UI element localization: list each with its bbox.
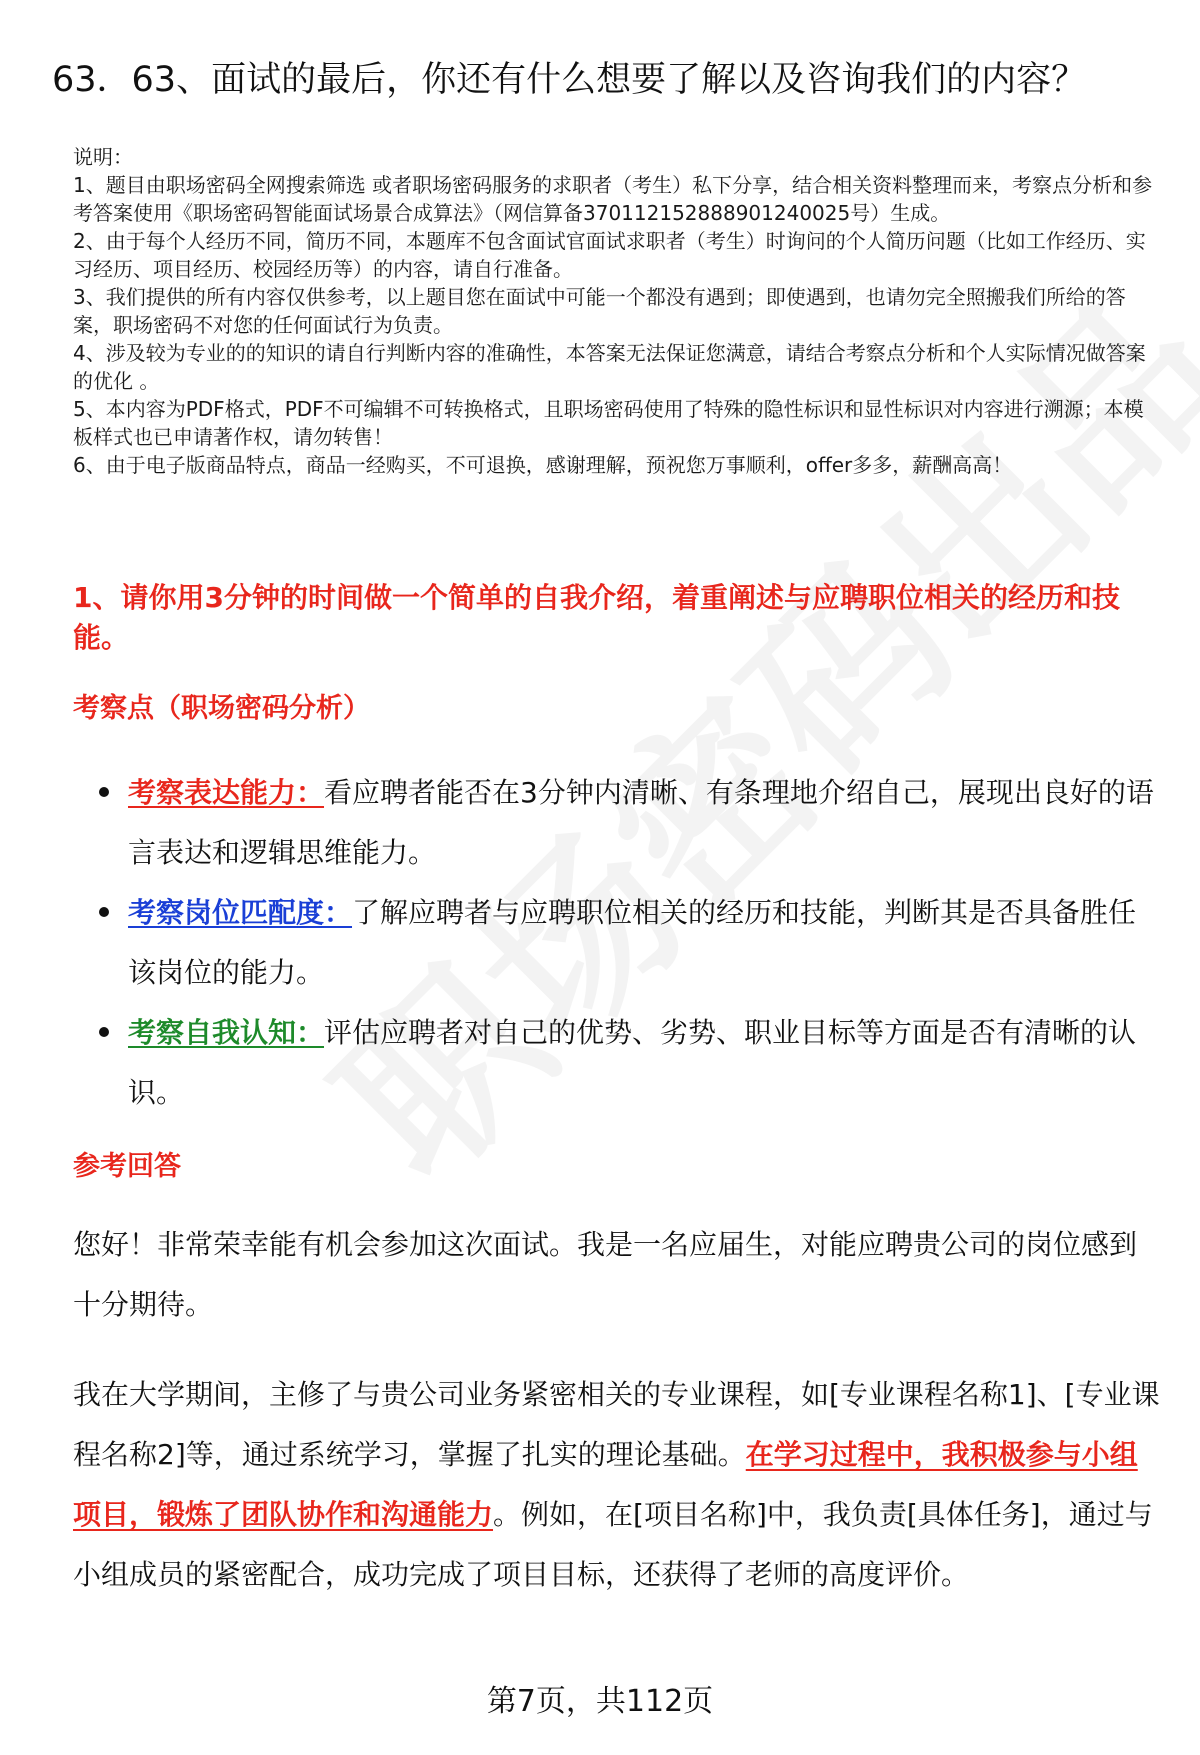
question-heading: 1、请你用3分钟的时间做一个简单的自我介绍，着重阐述与应聘职位相关的经历和技能。 (73, 581, 1120, 654)
notes-block (73, 143, 1163, 479)
note-item: 4、涉及较为专业的的知识的请自行判断内容的准确性，本答案无法保证您满意，请结合考察点分析和个人实际情况做答案的优化 。 (73, 341, 1146, 393)
analysis-points (73, 763, 1163, 1123)
point-label: 考察表达能力： (128, 776, 325, 809)
note-item: 3、我们提供的所有内容仅供参考，以上题目您在面试中可能一个都没有遇到；即使遇到，也请勿完全照搬我们所给的答案，职场密码不对您的任何面试行为负责。 (73, 285, 1126, 337)
answer-highlight: 在学习过程中，我积极参与小组项目，锻炼了团队协作和沟通能力 (73, 1438, 1138, 1531)
bullet-icon (99, 907, 109, 917)
analysis-point (73, 883, 1163, 1003)
analysis-heading: 考察点（职场密码分析） (73, 693, 370, 724)
point-text: 看应聘者能否在3分钟内清晰、有条理地介绍自己，展现出良好的语言表达和逻辑思维能力。 (128, 776, 1154, 869)
answer-paragraph (73, 1365, 1163, 1605)
point-label: 考察自我认知： (128, 1016, 325, 1049)
note-item: 1、题目由职场密码全网搜索筛选 或者职场密码服务的求职者（考生）私下分享，结合相关资料整理而来，考察点分析和参考答案使用《职场密码智能面试场景合成算法》（网信算备370112152888901240025号）生成。 (73, 173, 1153, 225)
point-text: 评估应聘者对自己的优势、劣势、职业目标等方面是否有清晰的认识。 (128, 1016, 1137, 1109)
point-label: 考察岗位匹配度： (128, 896, 353, 929)
notes-heading: 说明： (73, 145, 133, 169)
answer-heading: 参考回答 (73, 1151, 181, 1182)
answer-text: 我在大学期间，主修了与贵公司业务紧密相关的专业课程，如[专业课程名称1]、[专业课程名称2]等，通过系统学习，掌握了扎实的理论基础。 (73, 1378, 1160, 1471)
page-footer: 第7页，共112页 (486, 1684, 714, 1719)
point-text: 了解应聘者与应聘职位相关的经历和技能，判断其是否具备胜任该岗位的能力。 (128, 896, 1137, 989)
analysis-point (73, 1003, 1163, 1123)
page-title: 63．63、面试的最后，你还有什么想要了解以及咨询我们的内容？ (52, 60, 1087, 100)
analysis-point (73, 763, 1163, 883)
note-item: 6、由于电子版商品特点，商品一经购买，不可退换，感谢理解，预祝您万事顺利，offer多多，薪酬高高！ (73, 453, 1013, 477)
answer-paragraph: 您好！非常荣幸能有机会参加这次面试。我是一名应届生，对能应聘贵公司的岗位感到十分期待。 (73, 1228, 1138, 1321)
answer-text: 。例如，在[项目名称]中，我负责[具体任务]，通过与小组成员的紧密配合，成功完成了项目目标，还获得了老师的高度评价。 (73, 1498, 1153, 1591)
note-item: 2、由于每个人经历不同，简历不同，本题库不包含面试官面试求职者（考生）时询问的个人简历问题（比如工作经历、实习经历、项目经历、校园经历等）的内容，请自行准备。 (73, 229, 1146, 281)
note-item: 5、本内容为PDF格式，PDF不可编辑不可转换格式，且职场密码使用了特殊的隐性标识和显性标识对内容进行溯源；本模板样式也已申请著作权，请勿转售！ (73, 397, 1144, 449)
bullet-icon (99, 787, 109, 797)
bullet-icon (99, 1027, 109, 1037)
